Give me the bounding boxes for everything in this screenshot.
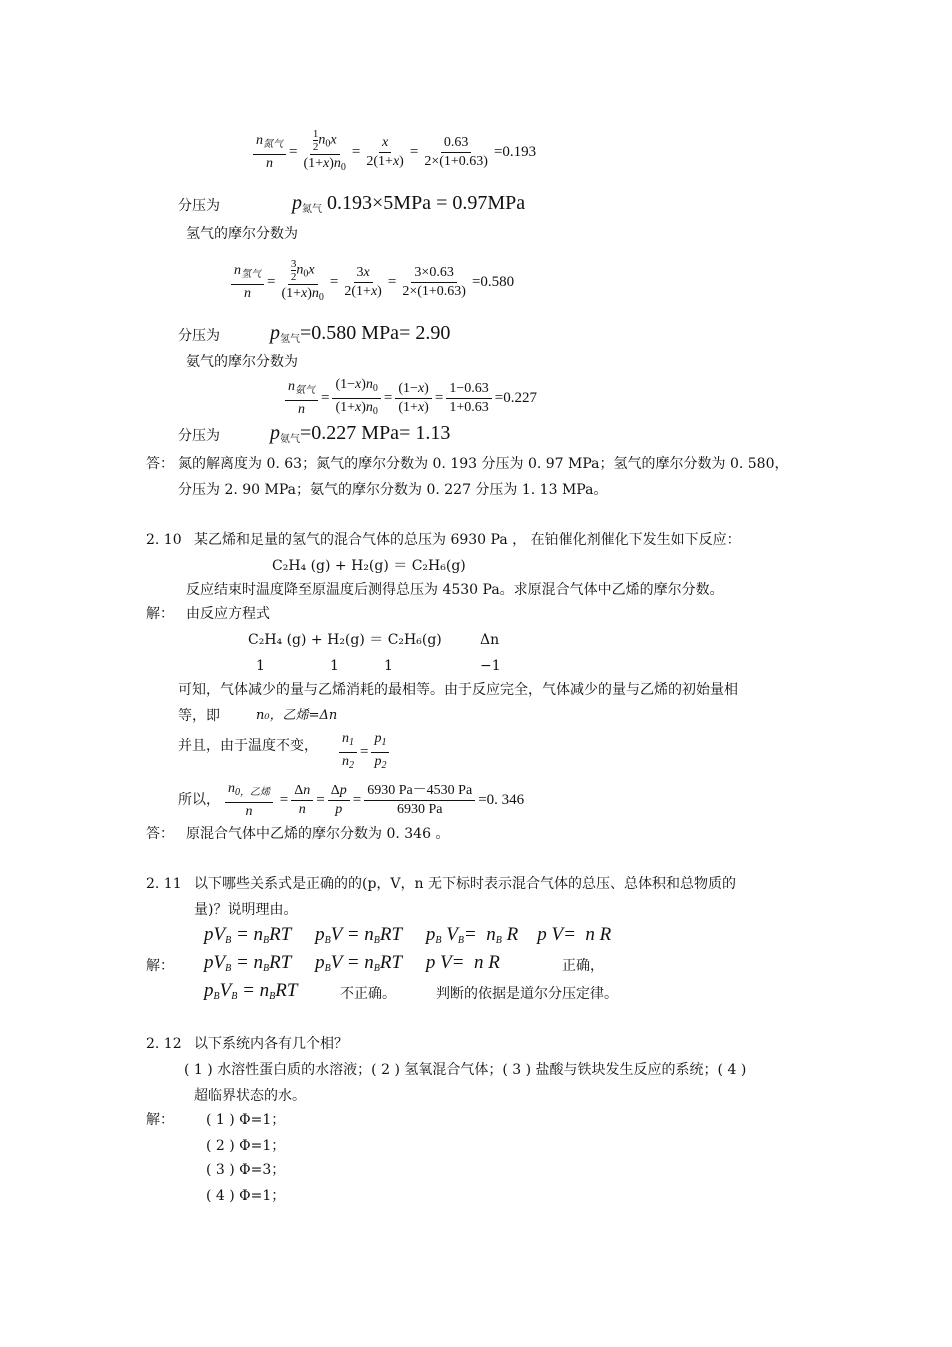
answer-2-12-1: ( 1 ) Φ=1； bbox=[206, 1112, 286, 1128]
reason-text: 判断的依据是道尔分压定律。 bbox=[436, 986, 618, 1002]
relations-incorrect: $p_BV_B = n_BRT$ bbox=[204, 980, 298, 1002]
explain-line-2-equation: n₀，乙烯=Δn bbox=[256, 708, 338, 723]
answer-label-1: 答： bbox=[146, 456, 174, 472]
answer-2-12-3: ( 3 ) Φ=3； bbox=[206, 1162, 286, 1178]
nitrogen-mole-fraction-equation: $\frac{n_{氮气}}{n}$ = $\frac{1}{2}$ $n_0x$ $(1+x)n_0$ = $\frac{x}{2(1+x)}$ = $\frac{0.63}{2\times(1+0.63)}$ = 0.193 bbox=[250, 128, 536, 177]
question-2-12-items2: 超临界状态的水。 bbox=[194, 1088, 306, 1104]
temperature-ratio-equation: $\frac{n_1}{n_2}$ = $\frac{p_1}{p_2}$ bbox=[336, 730, 392, 775]
relations-correct: $pV_B = n_BRT$ $p_BV = n_BRT$ p V= n R bbox=[204, 952, 500, 974]
explain-line-2: 等，即 bbox=[178, 708, 220, 724]
question-2-10-number: 2. 10 bbox=[146, 532, 182, 548]
hydrogen-pressure: $p_{氢气}=0.580$ MPa= 2.90 bbox=[270, 322, 451, 345]
solution-intro-2-10: 由反应方程式 bbox=[186, 606, 270, 622]
ammonia-pressure: $p_{氨气}=0.227$ MPa= 1.13 bbox=[270, 422, 451, 445]
coefficient-c2h6: 1 bbox=[384, 658, 393, 674]
partial-pressure-label-3: 分压为 bbox=[178, 428, 220, 444]
answer-2-10: 原混合气体中乙烯的摩尔分数为 0. 346 。 bbox=[186, 826, 450, 842]
hydrogen-mole-label: 氢气的摩尔分数为 bbox=[186, 226, 298, 242]
ammonia-mole-fraction-equation: $\frac{n_{氨气}}{n}$ = $\frac{(1-x)n_0}{(1+x)n_0}$ = $\frac{(1-x)}{(1+x)}$ = $\frac{1-0.63}{1+0.63}$ = 0.227 bbox=[282, 376, 537, 421]
coefficient-delta-n: −1 bbox=[480, 658, 501, 674]
question-2-10-text: 某乙烯和足量的氢气的混合气体的总压为 6930 Pa ， 在铂催化剂催化下发生如下反应： bbox=[194, 532, 741, 548]
solution-label-2-11: 解： bbox=[146, 958, 174, 974]
question-2-11-text2: 量)？说明理由。 bbox=[194, 902, 298, 918]
ammonia-result: 0.227 bbox=[503, 390, 537, 406]
solution-label-2-10: 解： bbox=[146, 606, 174, 622]
question-2-11-text1: 以下哪些关系式是正确的的(p，V，n 无下标时表示混合气体的总压、总体积和总物质的 bbox=[194, 876, 736, 892]
partial-pressure-label: 分压为 bbox=[178, 198, 220, 214]
therefore-label: 所以， bbox=[178, 792, 220, 808]
solution-reaction-2-10: C₂H₄ (g) + H₂(g) ＝ C₂H₆(g) bbox=[248, 632, 442, 648]
correct-label: 正确， bbox=[562, 958, 604, 974]
answer-2-12-4: ( 4 ) Φ=1； bbox=[206, 1188, 286, 1204]
solution-label-2-12: 解： bbox=[146, 1112, 174, 1128]
partial-pressure-label-2: 分压为 bbox=[178, 328, 220, 344]
incorrect-label: 不正确。 bbox=[340, 986, 396, 1002]
mole-fraction-calculation: $\frac{n_{0,乙烯}}{n}$ = $\frac{\Delta n}{n}$ = $\frac{\Delta p}{p}$ = $\frac{6930 Pa-4530 Pa}{6930 Pa}$ =0. 346 bbox=[222, 780, 524, 821]
answer-label-2-10: 答： bbox=[146, 826, 174, 842]
answer-line-2: 分压为 2. 90 MPa；氨气的摩尔分数为 0. 227 分压为 1. 13 MPa。 bbox=[178, 482, 608, 498]
nitrogen-result: 0.193 bbox=[502, 143, 537, 160]
nitrogen-pressure: $p_{氮气}$ 0.193×5MPa = 0.97MPa bbox=[292, 192, 526, 215]
question-2-12-text: 以下系统内各有几个相？ bbox=[194, 1036, 348, 1052]
calc-result: =0. 346 bbox=[478, 792, 525, 808]
question-2-10-text2: 反应结束时温度降至原温度后测得总压为 4530 Pa。求原混合气体中乙烯的摩尔分数。 bbox=[186, 582, 724, 598]
ammonia-mole-label: 氨气的摩尔分数为 bbox=[186, 354, 298, 370]
hydrogen-mole-fraction-equation: $\frac{n_{氢气}}{n}$ = $\frac{3}{2}$ $n_0x$ $(1+x)n_0$ = $\frac{3x}{2(1+x)}$ = $\frac{3\times 0.63}{2\times(1+0.63)}$ = 0.580 bbox=[228, 258, 514, 307]
question-2-12-items1: ( 1 ) 水溶性蛋白质的水溶液；( 2 ) 氢氧混合气体；( 3 ) 盐酸与铁块发生反应的系统；( 4 ) bbox=[184, 1062, 747, 1078]
explain-line-1: 可知，气体减少的量与乙烯消耗的最相等。由于反应完全，气体减少的量与乙烯的初始量相 bbox=[178, 682, 738, 698]
coefficient-h2: 1 bbox=[330, 658, 339, 674]
coefficient-c2h4: 1 bbox=[256, 658, 265, 674]
answer-line-1: 氮的解离度为 0. 63；氮气的摩尔分数为 0. 193 分压为 0. 97 MPa；氢气的摩尔分数为 0. 580， bbox=[178, 456, 789, 472]
delta-n-label: Δn bbox=[480, 632, 500, 648]
relations-row-1: $pV_B = n_BRT$ $p_BV = n_BRT$ $p_B$ $V_B= n_B$ R p V= n R bbox=[204, 924, 612, 946]
answer-2-12-2: ( 2 ) Φ=1； bbox=[206, 1138, 286, 1154]
question-2-11-number: 2. 11 bbox=[146, 876, 182, 892]
explain-line-3: 并且，由于温度不变， bbox=[178, 738, 318, 754]
question-2-10-reaction: C₂H₄ (g) + H₂(g) ＝ C₂H₆(g) bbox=[272, 558, 466, 574]
question-2-12-number: 2. 12 bbox=[146, 1036, 182, 1052]
hydrogen-result: 0.580 bbox=[480, 273, 515, 290]
